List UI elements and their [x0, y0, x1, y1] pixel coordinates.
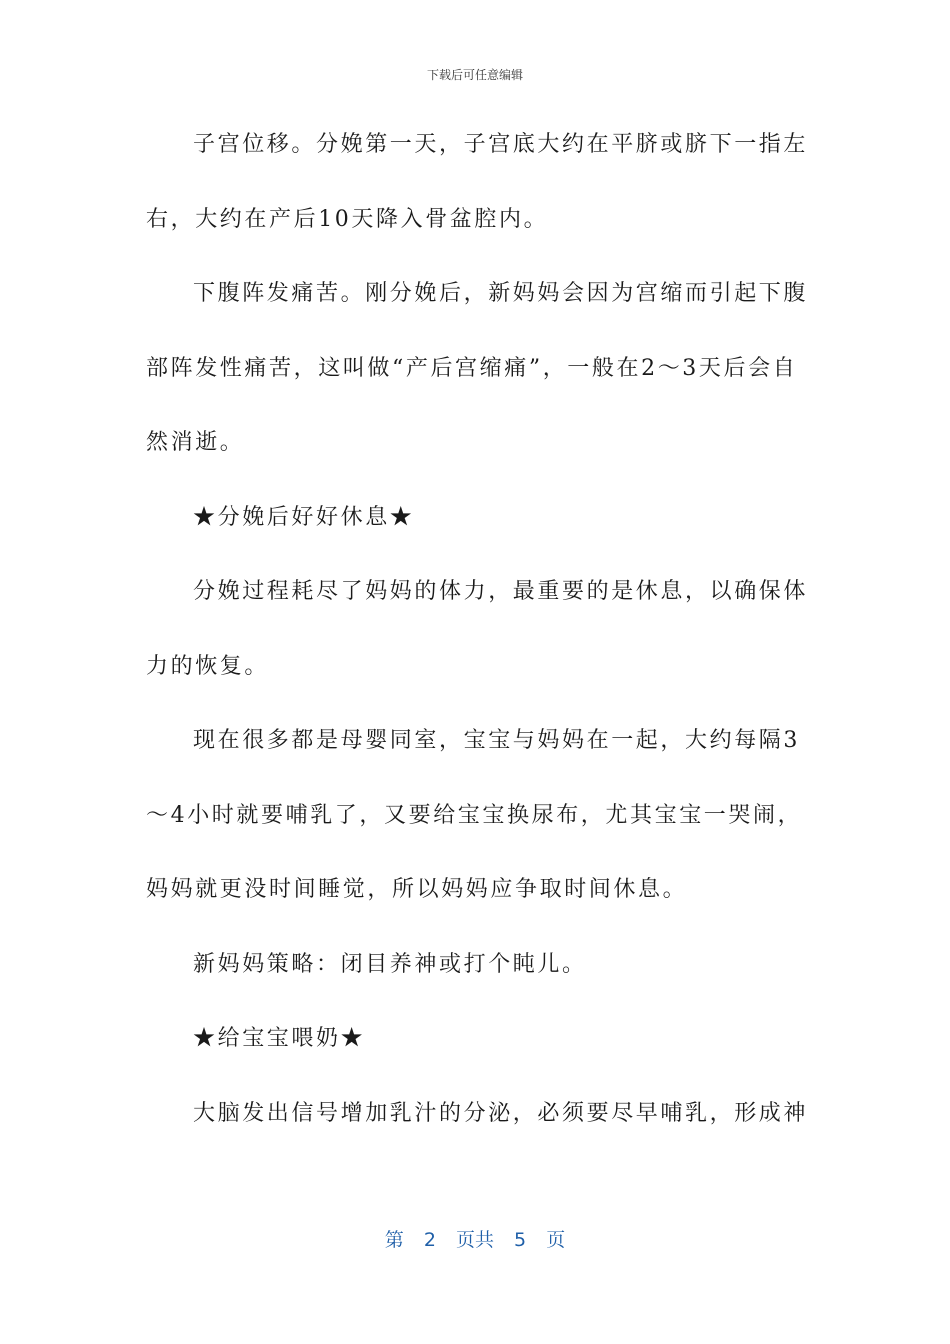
text-line-2: 右，大约在产后10天降入骨盆腔内。 — [146, 206, 549, 232]
document-body — [146, 125, 809, 1168]
footer-total-pages: 5 — [514, 1229, 527, 1251]
footer-prefix: 第 — [384, 1229, 404, 1251]
text-line-7: 分娩过程耗尽了妈妈的体力，最重要的是休息，以确保体 — [193, 579, 809, 604]
text-line-9: 现在很多都是母婴同室，宝宝与妈妈在一起，大约每隔3 — [193, 728, 800, 753]
footer-middle: 页共 — [455, 1229, 494, 1251]
text-line-10: ～4小时就要哺乳了，又要给宝宝换尿布，尤其宝宝一哭闹， — [146, 802, 803, 828]
text-line-4: 部阵发性痛苦，这叫做“产后宫缩痛”，一般在2～3天后会自 — [146, 355, 798, 381]
section-heading-feeding: ★给宝宝喂奶★ — [193, 1026, 366, 1051]
text-line-5: 然消逝。 — [146, 430, 245, 455]
page-header — [0, 66, 950, 83]
page-footer — [0, 1225, 950, 1252]
text-line-14: 大脑发出信号增加乳汁的分泌，必须要尽早哺乳，形成神 — [193, 1100, 809, 1126]
footer-current-page: 2 — [423, 1229, 436, 1251]
text-line-12: 新妈妈策略：闭目养神或打个盹儿。 — [193, 951, 587, 977]
text-line-11: 妈妈就更没时间睡觉，所以妈妈应争取时间休息。 — [146, 877, 688, 902]
header-text: 下载后可任意编辑 — [426, 68, 523, 82]
text-line-1: 子宫位移。分娩第一天，子宫底大约在平脐或脐下一指左 — [193, 132, 809, 157]
text-line-8: 力的恢复。 — [146, 653, 270, 679]
section-heading-rest: ★分娩后好好休息★ — [193, 504, 415, 530]
text-line-3: 下腹阵发痛苦。刚分娩后，新妈妈会因为宫缩而引起下腹 — [193, 281, 809, 306]
footer-suffix: 页 — [546, 1229, 566, 1251]
